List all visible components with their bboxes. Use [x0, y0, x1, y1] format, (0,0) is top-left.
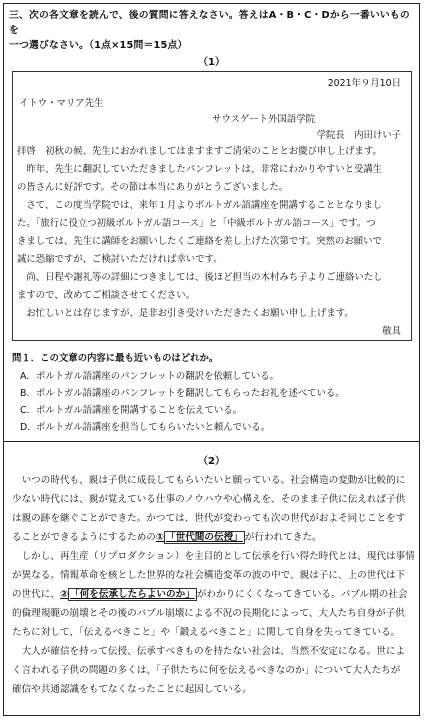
option-b[interactable]: [20, 388, 345, 400]
letter-line: 拝啓 初秋の候、先生におかれましてはますますご清栄のこととお慶び申し上げます。: [17, 146, 382, 157]
option-label: A.: [20, 371, 30, 382]
passage-text: が行われてきた。: [244, 532, 322, 543]
option-c[interactable]: [20, 405, 242, 417]
passage-text: の世代に、: [12, 589, 60, 600]
letter-line: きましては、先生に講師をお願いしたくご連絡を差し上げた次第です。突然のお願いで: [17, 236, 382, 247]
passage-line: [12, 528, 414, 547]
letter-sender-org: サウスゲート外国語学院: [212, 114, 315, 125]
underline-marker-1: ①: [155, 532, 165, 543]
passage-line: 的倫理規範の崩壊とその後のバブル崩壊による不況の長期化によって、大人たち自身が子供: [12, 608, 405, 619]
letter-recipient: イトウ・マリア先生: [19, 98, 104, 109]
passage-line: 少ない時代には、親が覚えている仕事のノウハウや心構えを、そのまま子供に伝えれば子供: [12, 494, 406, 505]
option-a[interactable]: [20, 371, 279, 383]
passage-line: [12, 585, 414, 604]
passage-line: は親の跡を継ぐことができた。かつては、世代が変わっても次の世代がおよそ同じことをす: [12, 513, 406, 524]
section-2-number: （2）: [198, 456, 225, 467]
underline-marker-2: ②: [59, 589, 69, 600]
letter-date: 2021年９月10日: [327, 78, 401, 89]
letter-sender-name: 学院長 内田けい子: [316, 130, 401, 141]
passage-line: 大人が確信を持って伝授、伝承すべきものを持たない社会は、当然不安定になる。世によ: [12, 646, 406, 657]
passage-line: しかし、再生産（リプロダクション）を主目的として伝承を行い得た時代とは、現代は事情: [12, 551, 415, 562]
passage-text: ることができるようにするための: [12, 532, 156, 543]
letter-box: [12, 71, 412, 341]
letter-closing: 敬具: [382, 326, 401, 337]
exam-page: [3, 3, 420, 716]
option-label: C.: [20, 405, 30, 416]
option-text: ポルトガル語講座を担当してもらいたいと頼んでいる。: [36, 422, 271, 433]
passage-line: く言われる子供の問題の多くは、「子供たちに何を伝えるべきなのか」について大人たちが: [12, 665, 401, 676]
section-divider: [4, 441, 419, 442]
passage-line: たちに対して、「伝えるべきこと」や「鍛えるべきこと」に関して自身を失ってきている。: [12, 627, 401, 638]
underlined-term-2: 「何を伝承したらよいのか」: [70, 589, 195, 600]
passage-line: が異なる。情報革命を核とした世界的な社会構造変革の波の中で、親は子に、上の世代は下: [12, 570, 406, 581]
option-text: ポルトガル語講座のパンフレットの翻訳を依頼している。: [36, 371, 280, 382]
question-1-prompt: 問１．この文章の内容に最も近いものはどれか。: [12, 353, 219, 364]
option-d[interactable]: [20, 422, 270, 434]
letter-line: さて、この度当学院では、来年１月よりポルトガル語講座を開講することとなりまし: [17, 200, 383, 211]
option-text: ポルトガル語講座を開講することを伝えている。: [36, 405, 242, 416]
passage-text: がわかりにくくなってきている。バブル期の社会: [196, 589, 408, 600]
option-label: D.: [20, 422, 31, 433]
letter-line: た。「旅行に役立つ初級ポルトガル語コース」と「中級ポルトガル語コース」です。つ: [17, 218, 376, 229]
letter-line: 昨年、先生に翻訳していただきましたパンフレットは、非常にわかりやすいと受講生: [17, 164, 383, 175]
passage-line: いつの時代も、親は子供に成長してもらいたいと願っている。社会構造の変動が比較的に: [12, 475, 406, 486]
letter-line: の皆さんに好評です。その節は本当にありがとうございました。: [17, 182, 289, 193]
letter-line: 誠に恐縮ですが、ご検討いただければ幸いです。: [17, 254, 223, 265]
letter-line: 尚、日程や謝礼等の詳細につきましては、後ほど担当の木村みち子よりご連絡いたし: [17, 272, 383, 283]
section-1-number: （1）: [198, 57, 225, 68]
instructions-line-1: 三、次の各文章を読んで、後の質問に答えなさい。答えはA・B・C・Dから一番いいものを: [9, 10, 410, 36]
letter-line: お忙しいとは存じますが、是非お引き受けいただきたくお願い申し上げます。: [17, 308, 354, 319]
passage-line: 確信や共通認識をもてなくなったことに起因している。: [12, 684, 252, 695]
option-label: B.: [20, 388, 30, 399]
letter-line: ますので、改めてご相談させてください。: [17, 290, 195, 301]
underlined-term-1: 「世代間の伝授」: [166, 532, 243, 543]
instructions-line-2: 一つ選びなさい。（1点×15問＝15点）: [9, 40, 188, 51]
instructions: [9, 8, 414, 53]
option-text: ポルトガル語講座のパンフレットを翻訳してもらったお礼を述べている。: [36, 388, 345, 399]
